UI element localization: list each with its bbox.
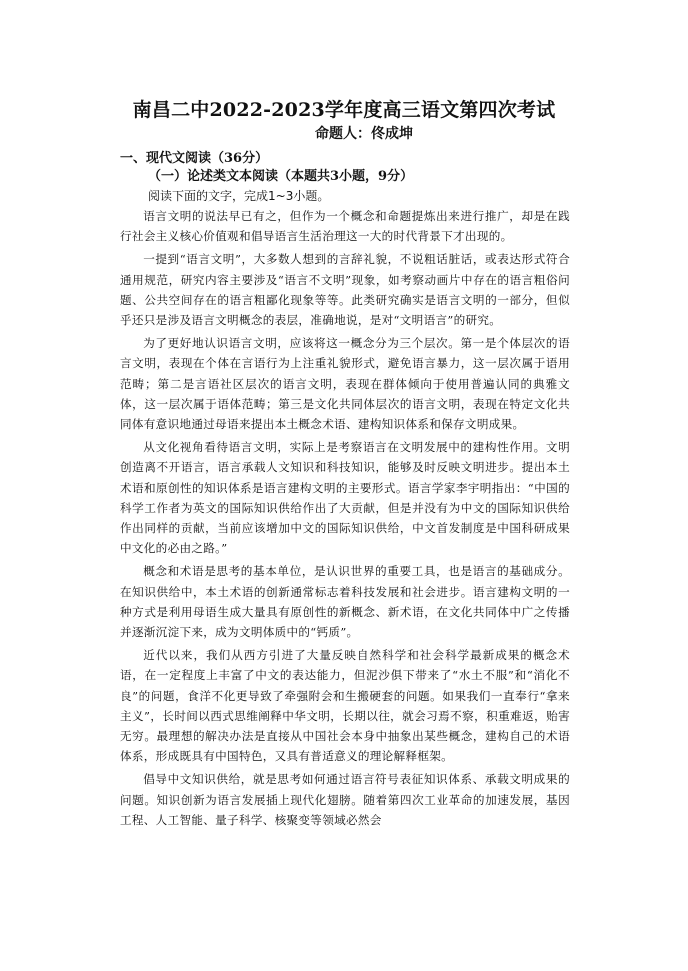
passage-paragraph-6: 近代以来，我们从西方引进了大量反映自然科学和社会科学最新成果的概念术语，在一定程度上丰富了中文的表达能力，但泥沙俱下带来了“水土不服”和“消化不良”的问题，食洋不化更导致了牵强附会和生搬硬套的问题。如果我们一直奉行“拿来主义”，长时间以西式思维阐释中华文明，长期以往，就会习焉不察，积重难返，贻害无穷。最理想的解决办法是直接从中国社会本身中抽象出某些概念，建构自己的术语体系，形成既具有中国特色，又具有普适意义的理论解释框架。 <box>120 648 570 764</box>
exam-title: 南昌二中2022-2023学年度高三语文第四次考试 <box>132 99 556 121</box>
section-heading: 一、现代文阅读（36分） <box>120 151 269 166</box>
passage-paragraph-4: 从文化视角看待语言文明，实际上是考察语言在文明发展中的建构性作用。文明创造离不开语言，语言承载人文知识和科技知识，能够及时反映文明进步。提出本土术语和原创性的知识体系是语言建构文明的主要形式。语言学家李宇明指出：“中国的科学工作者为英文的国际知识供给作出了大贡献，但是并没有为中文的国际知识供给作出同样的贡献，当前应该增加中文的国际知识供给，中文首发制度是中国科研成果中文化的必由之路。” <box>120 440 570 556</box>
passage-paragraph-2: 一提到“语言文明”，大多数人想到的言辞礼貌，不说粗话脏话，或表达形式符合通用规范，研究内容主要涉及“语言不文明”现象，如考察动画片中存在的语言粗俗问题、公共空间存在的语言粗鄙化现象等等。此类研究确实是语言文明的一部分，但似乎还只是涉及语言文明概念的表层，准确地说，是对“文明语言”的研究。 <box>120 252 570 328</box>
passage-paragraph-5: 概念和术语是思考的基本单位，是认识世界的重要工具，也是语言的基础成分。在知识供给中，本土术语的创新通常标志着科技发展和社会进步。语言建构文明的一种方式是利用母语生成大量具有原创性的新概念、新术语，在文化共同体中广之传播并逐渐沉淀下来，成为文明体质中的“钙质”。 <box>120 564 570 640</box>
author-line: 命题人：佟成坤 <box>315 126 413 142</box>
passage-paragraph-3: 为了更好地认识语言文明，应该将这一概念分为三个层次。第一是个体层次的语言文明，表现在个体在言语行为上注重礼貌形式，避免语言暴力，这一层次属于语用范畴；第二是言语社区层次的语言文明，表现在群体倾向于使用普遍认同的典雅文体，这一层次属于语体范畴；第三是文化共同体层次的语言文明，表现在特定文化共同体有意识地通过母语来提出本土概念术语、建构知识体系和保存文明成果。 <box>120 336 570 432</box>
subsection-heading: （一）论述类文本阅读（本题共3小题，9分） <box>148 169 414 184</box>
reading-instruction: 阅读下面的文字，完成1~3小题。 <box>148 189 330 203</box>
reading-passage <box>120 206 570 833</box>
passage-paragraph-1: 语言文明的说法早已有之，但作为一个概念和命题提炼出来进行推广，却是在践行社会主义核心价值观和倡导语言生活治理这一大的时代背景下才出现的。 <box>120 209 570 244</box>
passage-paragraph-7: 倡导中文知识供给，就是思考如何通过语言符号表征知识体系、承载文明成果的问题。知识创新为语言发展插上现代化翅膀。随着第四次工业革命的加速发展，基因工程、人工智能、量子科学、核聚变等领域必然会 <box>120 772 570 827</box>
